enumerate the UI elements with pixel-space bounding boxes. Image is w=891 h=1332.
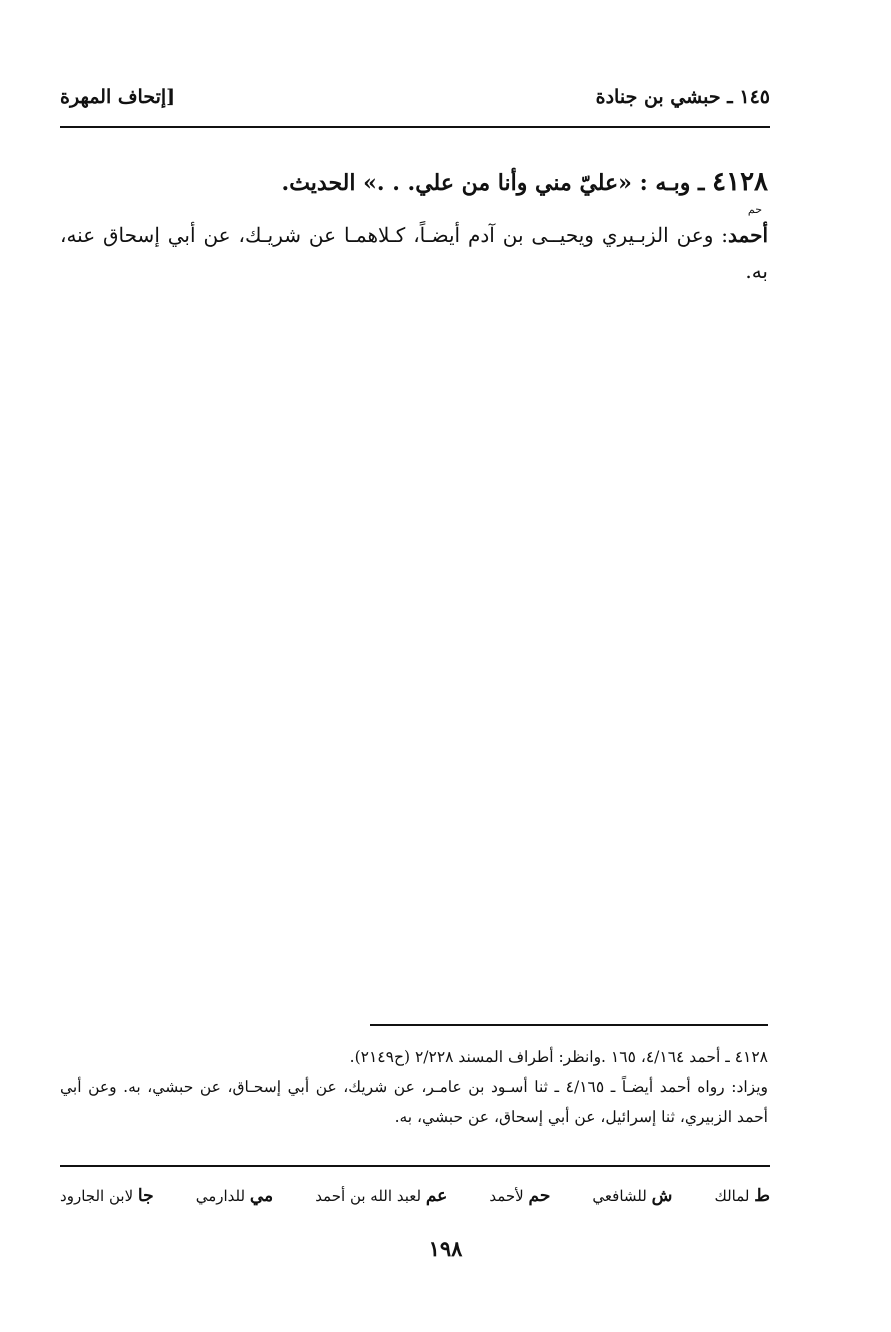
legend-code: عم <box>425 1186 448 1206</box>
legend-item-darimi <box>196 1186 273 1206</box>
legend-item-ahmad <box>489 1186 550 1206</box>
legend-label: لعبد الله بن أحمد <box>315 1187 422 1205</box>
legend-divider <box>60 1165 770 1167</box>
legend-label: للدارمي <box>195 1187 246 1205</box>
legend-label: لابن الجارود <box>60 1187 134 1205</box>
legend-label: للشافعي <box>592 1187 647 1205</box>
entry-body-text: : وعن الزبـيري ويحيــى بن آدم أيضـاً، كـلاهمـا عن شريـك، عن أبي إسحاق عنه، به. <box>60 223 768 283</box>
entry-body <box>60 217 768 289</box>
footnote-line-1: ٤١٢٨ ـ أحمد ٤/١٦٤، ١٦٥ .وانظر: أطراف المسند ٢/٢٢٨ (ح٢١٤٩). <box>349 1048 768 1066</box>
footnote-divider <box>370 1024 768 1026</box>
legend-code: مي <box>249 1186 274 1206</box>
legend-item-malik <box>714 1186 770 1206</box>
legend-label: لمالك <box>714 1187 750 1205</box>
sigla-legend <box>60 1180 770 1212</box>
legend-code: جا <box>137 1186 154 1206</box>
hadith-entry <box>60 162 768 289</box>
legend-code: حم <box>528 1186 551 1206</box>
header-divider <box>60 126 770 128</box>
entry-siglum: حم <box>747 203 762 216</box>
entry-number: ٤١٢٨ <box>712 167 768 197</box>
entry-title <box>60 162 768 203</box>
legend-code: ش <box>651 1186 673 1206</box>
running-header <box>60 80 770 114</box>
legend-item-shafii <box>592 1186 672 1206</box>
legend-code: ط <box>754 1186 770 1206</box>
section-title: ١٤٥ ـ حبشي بن جنادة <box>595 86 770 108</box>
entry-title-text: ـ وبـه : «عليّ مني وأنا من علي. . .» الحديث. <box>281 170 713 196</box>
legend-item-ibn-jarud <box>60 1186 154 1206</box>
legend-item-abdullah <box>315 1186 447 1206</box>
entry-lead: أحمد <box>728 223 768 247</box>
page-number: ١٩٨ <box>428 1236 463 1261</box>
footnote-line-2: ويزاد: رواه أحمد أيضـاً ـ ٤/١٦٥ ـ ثنا أسـود بن عامـر، عن شريك، عن أبي إسحـاق، عن حبشي، به. وعن أبي أحمد الزبيري، ثنا إسرائيل، عن أبي إسحاق، عن حبشي، به. <box>60 1078 768 1126</box>
book-title: [إتحاف المهرة <box>60 86 176 108</box>
legend-label: لأحمد <box>489 1187 524 1205</box>
footnotes <box>60 1042 768 1132</box>
